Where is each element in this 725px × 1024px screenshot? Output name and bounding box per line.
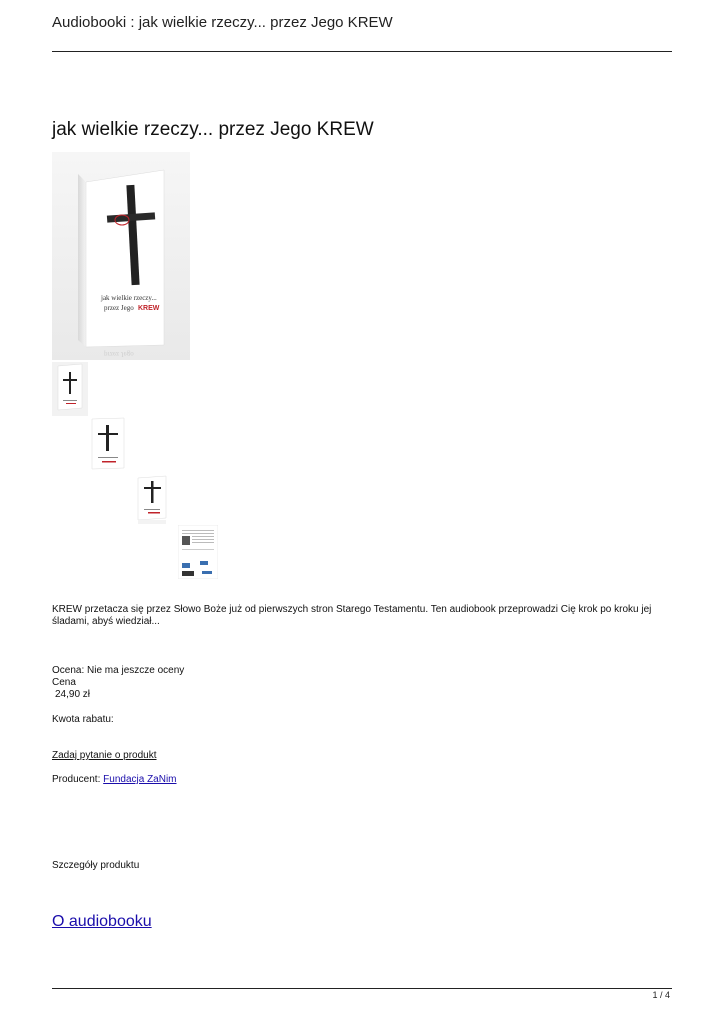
header-rule (52, 51, 672, 52)
about-audiobook-link[interactable]: O audiobooku (52, 913, 152, 930)
price-value: 24,90 zł (55, 689, 91, 700)
product-cover-image[interactable] (52, 152, 190, 360)
ask-question-link[interactable]: Zadaj pytanie o produkt (52, 750, 157, 761)
producer-row (52, 774, 177, 786)
cover-text-line1: jak wielkie rzeczy... (101, 294, 157, 302)
discount-label: Kwota rabatu: (52, 714, 114, 725)
cover-text-reflection: przez Jego (104, 350, 134, 358)
document-header-title: Audiobooki : jak wielkie rzeczy... przez Jego KREW (52, 14, 393, 31)
producer-link[interactable]: Fundacja ZaNim (103, 774, 177, 785)
product-description: KREW przetacza się przez Słowo Boże już od pierwszych stron Starego Testamentu. Ten audiobook przeprowadzi Cię krok po kroku jej śladami, abyś wiedział... (52, 604, 652, 627)
rating-line: Ocena: Nie ma jeszcze oceny (52, 665, 185, 676)
cover-text-line2: przez Jego (104, 304, 134, 312)
thumbnail-4-back-cover[interactable] (178, 525, 218, 579)
cover-text-highlight: KREW (138, 305, 160, 312)
thumbnail-2[interactable] (88, 416, 128, 472)
thumbnail-3[interactable] (136, 474, 176, 524)
price-label: Cena (52, 677, 76, 688)
producer-label: Producent: (52, 774, 101, 785)
footer-rule (52, 988, 672, 989)
thumbnail-1[interactable] (52, 362, 88, 416)
page-number: 1 / 4 (652, 990, 670, 1000)
product-details-heading: Szczegóły produktu (52, 860, 140, 871)
page-title: jak wielkie rzeczy... przez Jego KREW (52, 119, 374, 140)
